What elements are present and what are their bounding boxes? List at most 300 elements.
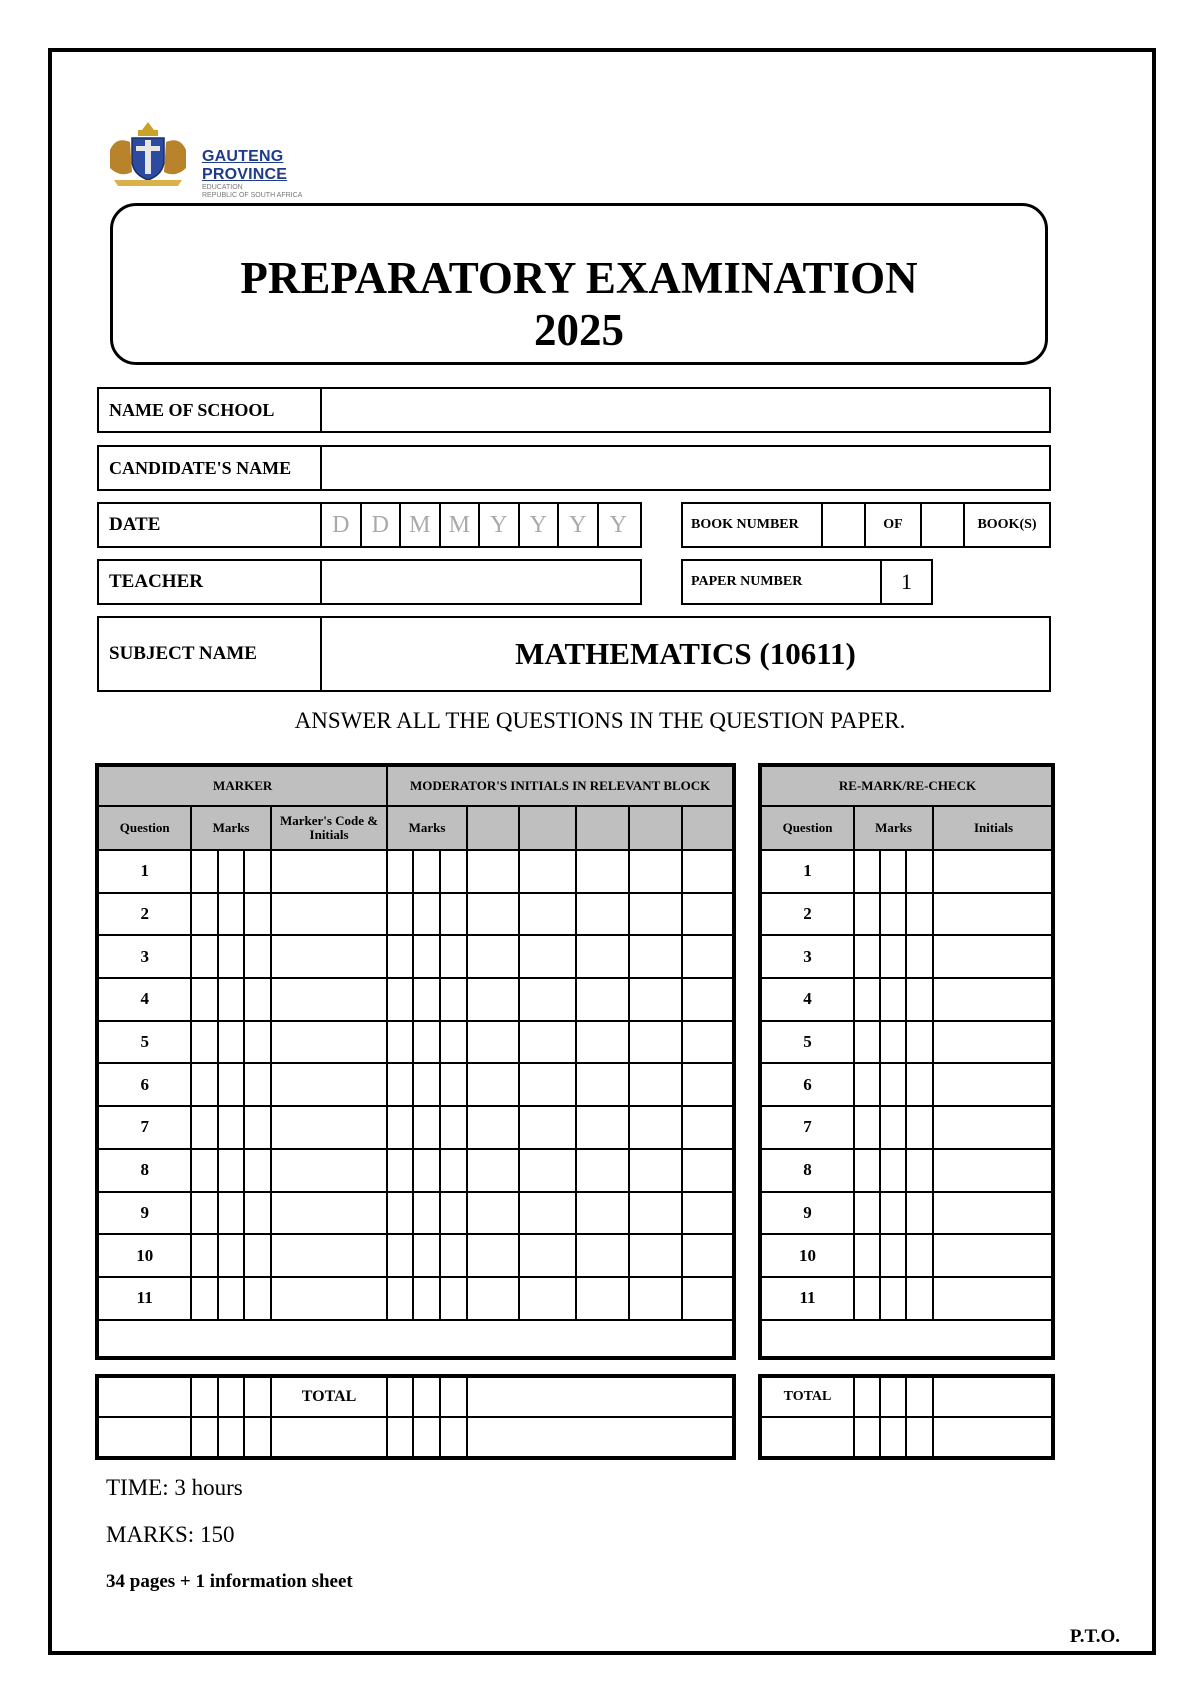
mark-cell[interactable] <box>682 1192 733 1235</box>
table-row <box>98 1234 733 1277</box>
mark-cell[interactable] <box>467 978 519 1021</box>
total-cell[interactable] <box>467 1417 733 1457</box>
total-cell[interactable] <box>440 1417 467 1457</box>
remark-total-cell[interactable] <box>854 1417 880 1457</box>
book-number-box <box>681 502 1051 548</box>
mark-cell[interactable] <box>244 1192 271 1235</box>
mark-cell[interactable] <box>387 1277 413 1320</box>
remark-cell[interactable] <box>906 850 933 893</box>
mark-cell[interactable] <box>467 1063 519 1106</box>
mark-cell[interactable] <box>629 1277 681 1320</box>
total-cell[interactable] <box>98 1417 191 1457</box>
total-cell[interactable] <box>387 1417 413 1457</box>
remark-cell[interactable] <box>933 1234 1054 1277</box>
mark-cell[interactable] <box>244 935 271 978</box>
remark-total-cell[interactable] <box>761 1417 854 1457</box>
mark-cell[interactable] <box>440 935 467 978</box>
moderator-cell <box>576 806 629 850</box>
remark-cell[interactable] <box>906 1021 933 1064</box>
mark-cell[interactable] <box>519 935 576 978</box>
total-cell[interactable] <box>191 1377 217 1417</box>
mark-cell[interactable] <box>387 1234 413 1277</box>
mark-cell[interactable] <box>413 1106 439 1149</box>
remark-cell[interactable] <box>854 1149 880 1192</box>
remark-cell[interactable] <box>854 1277 880 1320</box>
mark-cell[interactable] <box>218 1021 244 1064</box>
mark-cell[interactable] <box>387 1192 413 1235</box>
table-row <box>98 1106 733 1149</box>
remark-cell[interactable] <box>854 1021 880 1064</box>
question-number: 9 <box>98 1192 191 1235</box>
date-digit-cell[interactable]: D <box>322 504 362 546</box>
mark-cell[interactable] <box>271 1277 388 1320</box>
mark-cell[interactable] <box>576 935 629 978</box>
mark-cell[interactable] <box>440 1106 467 1149</box>
mark-cell[interactable] <box>271 850 388 893</box>
mark-cell[interactable] <box>413 1234 439 1277</box>
remark-question-number: 11 <box>761 1277 854 1320</box>
marks-text: MARKS: 150 <box>106 1522 235 1547</box>
date-digit-cell[interactable]: Y <box>520 504 560 546</box>
remark-cell[interactable] <box>906 1192 933 1235</box>
subject-value: MATHEMATICS (10611) <box>515 636 856 671</box>
mark-cell[interactable] <box>387 978 413 1021</box>
remark-total-cell[interactable] <box>854 1377 880 1417</box>
table-row <box>98 1149 733 1192</box>
remark-col-initials: Initials <box>933 806 1054 850</box>
mark-cell[interactable] <box>576 1021 629 1064</box>
total-cell[interactable] <box>98 1377 191 1417</box>
total-cell[interactable] <box>218 1417 244 1457</box>
table-row <box>98 935 733 978</box>
remark-cell[interactable] <box>933 1192 1054 1235</box>
mark-cell[interactable] <box>629 1063 681 1106</box>
mark-cell[interactable] <box>413 1021 439 1064</box>
remark-cell[interactable] <box>933 1106 1054 1149</box>
school-row <box>97 387 1051 433</box>
total-cell[interactable] <box>413 1417 439 1457</box>
remark-cell[interactable] <box>906 978 933 1021</box>
mark-cell[interactable] <box>519 978 576 1021</box>
mark-cell[interactable] <box>413 1277 439 1320</box>
mark-cell[interactable] <box>218 1149 244 1192</box>
remark-question-number: 4 <box>761 978 854 1021</box>
mark-cell[interactable] <box>413 978 439 1021</box>
remark-cell[interactable] <box>854 1106 880 1149</box>
time-text: TIME: 3 hours <box>106 1475 243 1500</box>
mark-cell[interactable] <box>271 1106 388 1149</box>
remark-total-cell[interactable] <box>933 1417 1054 1457</box>
table-row <box>98 978 733 1021</box>
table-row <box>761 1149 1054 1192</box>
mark-cell[interactable] <box>218 1277 244 1320</box>
date-label: DATE <box>99 504 322 546</box>
mark-cell[interactable] <box>576 1149 629 1192</box>
remark-cell[interactable] <box>880 1021 906 1064</box>
coat-of-arms-icon <box>102 116 194 192</box>
mark-cell[interactable] <box>519 1277 576 1320</box>
mark-cell[interactable] <box>629 978 681 1021</box>
remark-cell[interactable] <box>880 1149 906 1192</box>
subject-label: SUBJECT NAME <box>99 618 322 690</box>
table-row <box>761 1277 1054 1320</box>
remark-cell[interactable] <box>880 978 906 1021</box>
mark-cell[interactable] <box>629 1234 681 1277</box>
total-cell[interactable] <box>244 1377 271 1417</box>
remark-total-table <box>760 1376 1055 1458</box>
remark-cell[interactable] <box>880 1106 906 1149</box>
mark-cell[interactable] <box>413 1063 439 1106</box>
moderator-cell <box>629 806 681 850</box>
date-field[interactable] <box>322 504 640 546</box>
remark-question-number: 7 <box>761 1106 854 1149</box>
remark-question-number: 10 <box>761 1234 854 1277</box>
mark-cell[interactable] <box>218 1063 244 1106</box>
mark-cell[interactable] <box>387 1106 413 1149</box>
mark-cell[interactable] <box>191 1106 217 1149</box>
mark-cell[interactable] <box>576 850 629 893</box>
moderator-header: MODERATOR'S INITIALS IN RELEVANT BLOCK <box>387 766 733 806</box>
table-row <box>761 893 1054 936</box>
paper-number-box <box>681 559 933 605</box>
mark-cell[interactable] <box>440 850 467 893</box>
mark-cell[interactable] <box>271 1192 388 1235</box>
mark-cell[interactable] <box>682 1277 733 1320</box>
mark-cell[interactable] <box>576 1192 629 1235</box>
remark-col-marks: Marks <box>854 806 933 850</box>
remark-cell[interactable] <box>854 1192 880 1235</box>
table-row <box>761 1234 1054 1277</box>
remark-cell[interactable] <box>880 935 906 978</box>
col-marker-code: Marker's Code & Initials <box>271 806 388 850</box>
remark-question-number: 6 <box>761 1063 854 1106</box>
mark-cell[interactable] <box>413 893 439 936</box>
total-cell[interactable] <box>413 1377 439 1417</box>
mark-cell[interactable] <box>218 850 244 893</box>
mark-cell[interactable] <box>576 1063 629 1106</box>
date-digit-cell[interactable]: M <box>401 504 441 546</box>
mark-cell[interactable] <box>244 1106 271 1149</box>
total-cell[interactable] <box>218 1377 244 1417</box>
moderator-cell <box>682 806 733 850</box>
moderator-cell <box>519 806 576 850</box>
mark-cell[interactable] <box>682 1149 733 1192</box>
mark-cell[interactable] <box>682 850 733 893</box>
of-label: OF <box>866 504 922 546</box>
question-number: 10 <box>98 1234 191 1277</box>
mark-cell[interactable] <box>519 893 576 936</box>
mark-cell[interactable] <box>467 893 519 936</box>
candidate-row <box>97 445 1051 491</box>
mark-cell[interactable] <box>271 1149 388 1192</box>
mark-cell[interactable] <box>218 893 244 936</box>
paper-number-value: 1 <box>901 569 912 594</box>
mark-cell[interactable] <box>682 1021 733 1064</box>
mark-cell[interactable] <box>467 1277 519 1320</box>
mark-cell[interactable] <box>387 1149 413 1192</box>
date-digit-cell[interactable]: M <box>441 504 481 546</box>
remark-cell[interactable] <box>933 1063 1054 1106</box>
date-digit-cell[interactable]: D <box>362 504 402 546</box>
mark-cell[interactable] <box>387 1021 413 1064</box>
instruction-text: ANSWER ALL THE QUESTIONS IN THE QUESTION PAPER. <box>294 708 906 733</box>
mark-cell[interactable] <box>413 1149 439 1192</box>
mark-cell[interactable] <box>244 978 271 1021</box>
marker-table <box>97 765 734 1321</box>
table-row <box>98 1063 733 1106</box>
mark-cell[interactable] <box>576 1106 629 1149</box>
table-row <box>98 850 733 893</box>
remark-cell[interactable] <box>854 1234 880 1277</box>
mark-cell[interactable] <box>387 893 413 936</box>
remark-cell[interactable] <box>933 935 1054 978</box>
remark-total-cell[interactable] <box>906 1377 933 1417</box>
exam-year: 2025 <box>534 305 624 355</box>
remark-cell[interactable] <box>880 1234 906 1277</box>
exam-title: PREPARATORY EXAMINATION <box>240 253 918 303</box>
mark-cell[interactable] <box>413 1192 439 1235</box>
mark-cell[interactable] <box>191 850 217 893</box>
total-cell[interactable] <box>191 1417 217 1457</box>
mark-cell[interactable] <box>519 1234 576 1277</box>
mark-cell[interactable] <box>519 1021 576 1064</box>
mark-cell[interactable] <box>218 1106 244 1149</box>
remark-total-cell[interactable] <box>880 1377 906 1417</box>
mark-cell[interactable] <box>244 1149 271 1192</box>
remark-cell[interactable] <box>906 1234 933 1277</box>
teacher-label: TEACHER <box>99 561 322 603</box>
school-field[interactable] <box>322 389 1049 431</box>
question-number: 5 <box>98 1021 191 1064</box>
remark-cell[interactable] <box>906 1063 933 1106</box>
mark-cell[interactable] <box>467 1021 519 1064</box>
date-digit-cell[interactable]: Y <box>559 504 599 546</box>
table-row <box>98 1021 733 1064</box>
mark-cell[interactable] <box>440 1277 467 1320</box>
mark-cell[interactable] <box>191 1277 217 1320</box>
mark-cell[interactable] <box>629 1149 681 1192</box>
mark-cell[interactable] <box>244 850 271 893</box>
mark-cell[interactable] <box>191 1021 217 1064</box>
remark-cell[interactable] <box>906 935 933 978</box>
mark-cell[interactable] <box>271 893 388 936</box>
title-box <box>110 203 1048 365</box>
question-number: 3 <box>98 935 191 978</box>
logo-province-text: GAUTENG PROVINCE <box>202 148 288 183</box>
remark-cell[interactable] <box>933 1021 1054 1064</box>
mark-cell[interactable] <box>440 1149 467 1192</box>
table-row <box>98 1192 733 1235</box>
mark-cell[interactable] <box>682 1063 733 1106</box>
mark-cell[interactable] <box>271 935 388 978</box>
mark-cell[interactable] <box>191 935 217 978</box>
remark-cell[interactable] <box>854 1063 880 1106</box>
candidate-name-field[interactable] <box>322 447 1049 489</box>
teacher-row <box>97 559 642 605</box>
mark-cell[interactable] <box>271 1234 388 1277</box>
logo-country-text: REPUBLIC OF SOUTH AFRICA <box>202 192 303 199</box>
remark-total-cell[interactable] <box>933 1377 1054 1417</box>
mark-cell[interactable] <box>682 1106 733 1149</box>
mark-cell[interactable] <box>467 1149 519 1192</box>
remark-cell[interactable] <box>933 978 1054 1021</box>
mark-cell[interactable] <box>244 1234 271 1277</box>
question-number: 7 <box>98 1106 191 1149</box>
remark-cell[interactable] <box>906 1149 933 1192</box>
mark-cell[interactable] <box>519 850 576 893</box>
remark-question-number: 1 <box>761 850 854 893</box>
remark-cell[interactable] <box>906 1277 933 1320</box>
mark-cell[interactable] <box>467 1234 519 1277</box>
mark-cell[interactable] <box>413 935 439 978</box>
mark-cell[interactable] <box>629 1106 681 1149</box>
mark-cell[interactable] <box>387 1063 413 1106</box>
remark-question-number: 9 <box>761 1192 854 1235</box>
date-digit-cell[interactable]: Y <box>609 511 627 538</box>
mark-cell[interactable] <box>576 1277 629 1320</box>
table-row <box>761 1106 1054 1149</box>
remark-cell[interactable] <box>854 935 880 978</box>
mark-cell[interactable] <box>576 978 629 1021</box>
mark-cell[interactable] <box>244 1277 271 1320</box>
table-row <box>761 1192 1054 1235</box>
book-number-field[interactable] <box>823 504 866 546</box>
mark-cell[interactable] <box>467 1192 519 1235</box>
mark-cell[interactable] <box>387 850 413 893</box>
mark-cell[interactable] <box>440 1192 467 1235</box>
remark-cell[interactable] <box>933 1149 1054 1192</box>
mark-cell[interactable] <box>467 935 519 978</box>
total-cell[interactable] <box>467 1377 733 1417</box>
remark-cell[interactable] <box>854 893 880 936</box>
col-moderator-marks: Marks <box>387 806 466 850</box>
remark-question-number: 8 <box>761 1149 854 1192</box>
remark-total-cell[interactable] <box>880 1417 906 1457</box>
pto-text: P.T.O. <box>1069 1626 1120 1647</box>
remark-cell[interactable] <box>854 978 880 1021</box>
mark-cell[interactable] <box>244 893 271 936</box>
mark-cell[interactable] <box>191 1234 217 1277</box>
mark-cell[interactable] <box>440 978 467 1021</box>
mark-cell[interactable] <box>218 935 244 978</box>
school-label: NAME OF SCHOOL <box>99 389 322 431</box>
remark-cell[interactable] <box>906 893 933 936</box>
mark-cell[interactable] <box>387 935 413 978</box>
table-row <box>761 1021 1054 1064</box>
mark-cell[interactable] <box>271 1063 388 1106</box>
remark-col-question: Question <box>761 806 854 850</box>
logo-dept-text: EDUCATION <box>202 184 243 191</box>
total-cell[interactable] <box>244 1417 271 1457</box>
question-number: 1 <box>98 850 191 893</box>
teacher-field[interactable] <box>322 561 640 603</box>
mark-cell[interactable] <box>682 893 733 936</box>
remark-cell[interactable] <box>880 1192 906 1235</box>
mark-cell[interactable] <box>629 1192 681 1235</box>
mark-cell[interactable] <box>467 1106 519 1149</box>
books-label: BOOK(S) <box>977 517 1037 532</box>
mark-cell[interactable] <box>244 1021 271 1064</box>
mark-cell[interactable] <box>413 850 439 893</box>
total-cell[interactable] <box>387 1377 413 1417</box>
mark-cell[interactable] <box>682 1234 733 1277</box>
remark-cell[interactable] <box>933 893 1054 936</box>
mark-cell[interactable] <box>629 850 681 893</box>
remark-cell[interactable] <box>880 893 906 936</box>
remark-question-number: 3 <box>761 935 854 978</box>
mark-cell[interactable] <box>440 1021 467 1064</box>
date-digit-cell[interactable]: Y <box>480 504 520 546</box>
total-cell[interactable] <box>440 1377 467 1417</box>
remark-cell[interactable] <box>933 1277 1054 1320</box>
mark-cell[interactable] <box>519 1106 576 1149</box>
mark-cell[interactable] <box>191 1149 217 1192</box>
mark-cell[interactable] <box>682 978 733 1021</box>
mark-cell[interactable] <box>576 893 629 936</box>
remark-cell[interactable] <box>906 1106 933 1149</box>
mark-cell[interactable] <box>519 1192 576 1235</box>
table-row <box>761 978 1054 1021</box>
mark-cell[interactable] <box>576 1234 629 1277</box>
mark-cell[interactable] <box>629 893 681 936</box>
remark-cell[interactable] <box>880 850 906 893</box>
candidate-label: CANDIDATE'S NAME <box>99 447 322 489</box>
mark-cell[interactable] <box>629 935 681 978</box>
mark-cell[interactable] <box>629 1021 681 1064</box>
mark-cell[interactable] <box>191 978 217 1021</box>
marker-header: MARKER <box>98 766 387 806</box>
mark-cell[interactable] <box>218 1192 244 1235</box>
table-row <box>98 1277 733 1320</box>
remark-cell[interactable] <box>880 1277 906 1320</box>
remark-table <box>760 765 1055 1321</box>
mark-cell[interactable] <box>682 935 733 978</box>
table-row <box>761 850 1054 893</box>
mark-cell[interactable] <box>191 1192 217 1235</box>
remark-cell[interactable] <box>933 850 1054 893</box>
table-row <box>98 893 733 936</box>
mark-cell[interactable] <box>440 1063 467 1106</box>
mark-cell[interactable] <box>519 1063 576 1106</box>
question-number: 8 <box>98 1149 191 1192</box>
question-number: 11 <box>98 1277 191 1320</box>
mark-cell[interactable] <box>271 978 388 1021</box>
total-label: TOTAL <box>271 1377 388 1417</box>
total-cell[interactable] <box>271 1417 388 1457</box>
question-number: 2 <box>98 893 191 936</box>
mark-cell[interactable] <box>218 978 244 1021</box>
mark-cell[interactable] <box>244 1063 271 1106</box>
remark-cell[interactable] <box>854 850 880 893</box>
mark-cell[interactable] <box>218 1234 244 1277</box>
mark-cell[interactable] <box>440 893 467 936</box>
remark-cell[interactable] <box>880 1063 906 1106</box>
book-total-field[interactable] <box>922 504 965 546</box>
paper-number-label: PAPER NUMBER <box>683 561 882 603</box>
remark-question-number: 5 <box>761 1021 854 1064</box>
mark-cell[interactable] <box>191 1063 217 1106</box>
remark-total-cell[interactable] <box>906 1417 933 1457</box>
remark-question-number: 2 <box>761 893 854 936</box>
subject-row <box>97 616 1051 692</box>
book-number-label: BOOK NUMBER <box>683 504 823 546</box>
mark-cell[interactable] <box>440 1234 467 1277</box>
mark-cell[interactable] <box>271 1021 388 1064</box>
gauteng-logo <box>102 116 362 199</box>
mark-cell[interactable] <box>191 893 217 936</box>
mark-cell[interactable] <box>519 1149 576 1192</box>
mark-cell[interactable] <box>467 850 519 893</box>
